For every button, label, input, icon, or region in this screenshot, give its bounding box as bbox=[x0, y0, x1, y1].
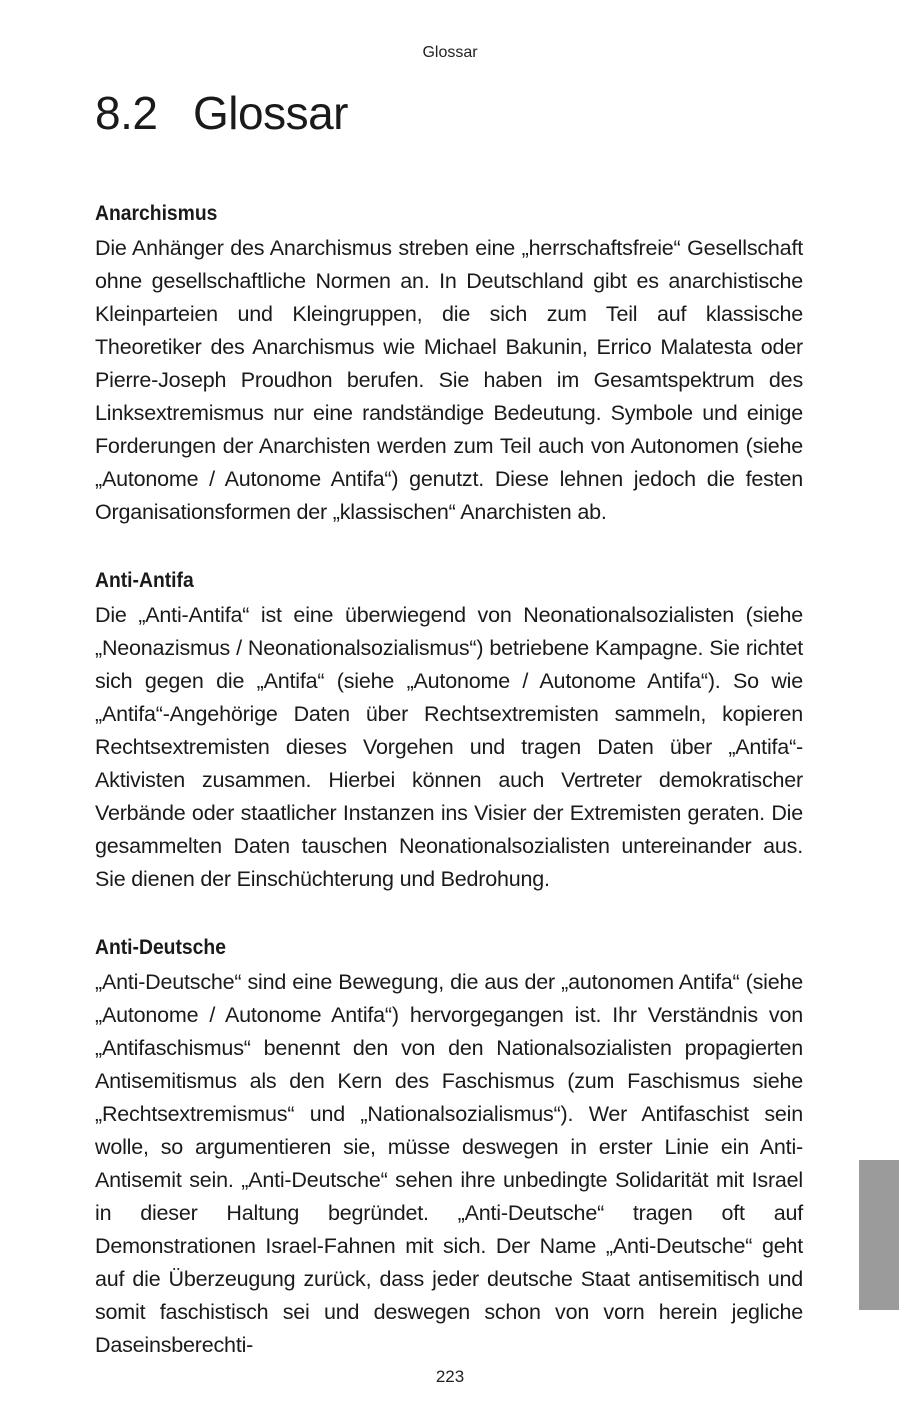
chapter-thumb-tab bbox=[859, 1160, 899, 1310]
chapter-number: 8.2 bbox=[95, 87, 158, 139]
glossary-entry-anarchismus bbox=[95, 198, 803, 529]
glossary-term: Anti-Deutsche bbox=[95, 936, 226, 959]
chapter-title bbox=[95, 86, 348, 140]
glossary-definition: Die „Anti-Antifa“ ist eine überwiegend von Neonationalsozialisten (siehe „Neonazismus / Neonationalsozialismus“) betriebene Kampagne. Sie richtet sich gegen die „Antifa“ (siehe „Autonome / Autonome Antifa“). So wie „Antifa“-Angehörige Daten über Rechtsextremisten sammeln, kopieren Rechtsextremisten dieses Vorgehen und tragen Daten über „Antifa“-Aktivisten zusammen. Hierbei können auch Vertreter demokratischer Verbände oder staatlicher Instanzen ins Visier der Extremisten geraten. Die gesammelten Daten tauschen Neonationalsozialisten untereinander aus. Sie dienen der Einschüchterung und Bedrohung. bbox=[95, 603, 803, 891]
glossary-entry-anti-deutsche bbox=[95, 932, 803, 1362]
running-header: Glossar bbox=[422, 44, 478, 61]
glossary-content bbox=[95, 198, 803, 1398]
glossary-definition: „Anti-Deutsche“ sind eine Bewegung, die aus der „autonomen Antifa“ (siehe „Autonome / Autonome Antifa“) hervorgegangen ist. Ihr Verständnis von „Antifaschismus“ benennt den von den Nationalsozialisten propagierten Antisemitismus als den Kern des Faschismus (zum Faschismus siehe „Rechtsextremismus“ und „Nationalsozialismus“). Wer Antifaschist sein wolle, so argumentieren sie, müsse deswegen in erster Linie ein Anti-Antisemit sein. „Anti-Deutsche“ sehen ihre unbedingte Solidarität mit Israel in dieser Haltung begründet. „Anti-Deutsche“ tragen oft auf Demonstrationen Israel-Fahnen mit sich. Der Name „Anti-Deutsche“ geht auf die Überzeugung zurück, dass jeder deutsche Staat antisemitisch und somit faschistisch sei und deswegen schon von vorn herein jegliche Daseinsberechti- bbox=[95, 970, 803, 1357]
glossary-term: Anti-Antifa bbox=[95, 569, 194, 592]
page-number: 223 bbox=[435, 1367, 465, 1386]
glossary-term: Anarchismus bbox=[95, 202, 218, 225]
chapter-title-text: Glossar bbox=[193, 87, 348, 139]
glossary-definition: Die Anhänger des Anarchismus streben eine „herrschaftsfreie“ Gesellschaft ohne gesellschaftliche Normen an. In Deutschland gibt es anarchistische Kleinparteien und Kleingruppen, die sich zum Teil auf klassische Theoretiker des Anarchismus wie Michael Bakunin, Errico Malatesta oder Pierre-Joseph Proudhon berufen. Sie haben im Gesamtspektrum des Linksextremismus nur eine randständige Bedeutung. Symbole und einige Forderungen der Anarchisten werden zum Teil auch von Autonomen (siehe „Autonome / Autonome Antifa“) genutzt. Diese lehnen jedoch die festen Organisationsformen der „klassischen“ Anarchisten ab. bbox=[95, 236, 803, 524]
glossary-entry-anti-antifa bbox=[95, 565, 803, 896]
